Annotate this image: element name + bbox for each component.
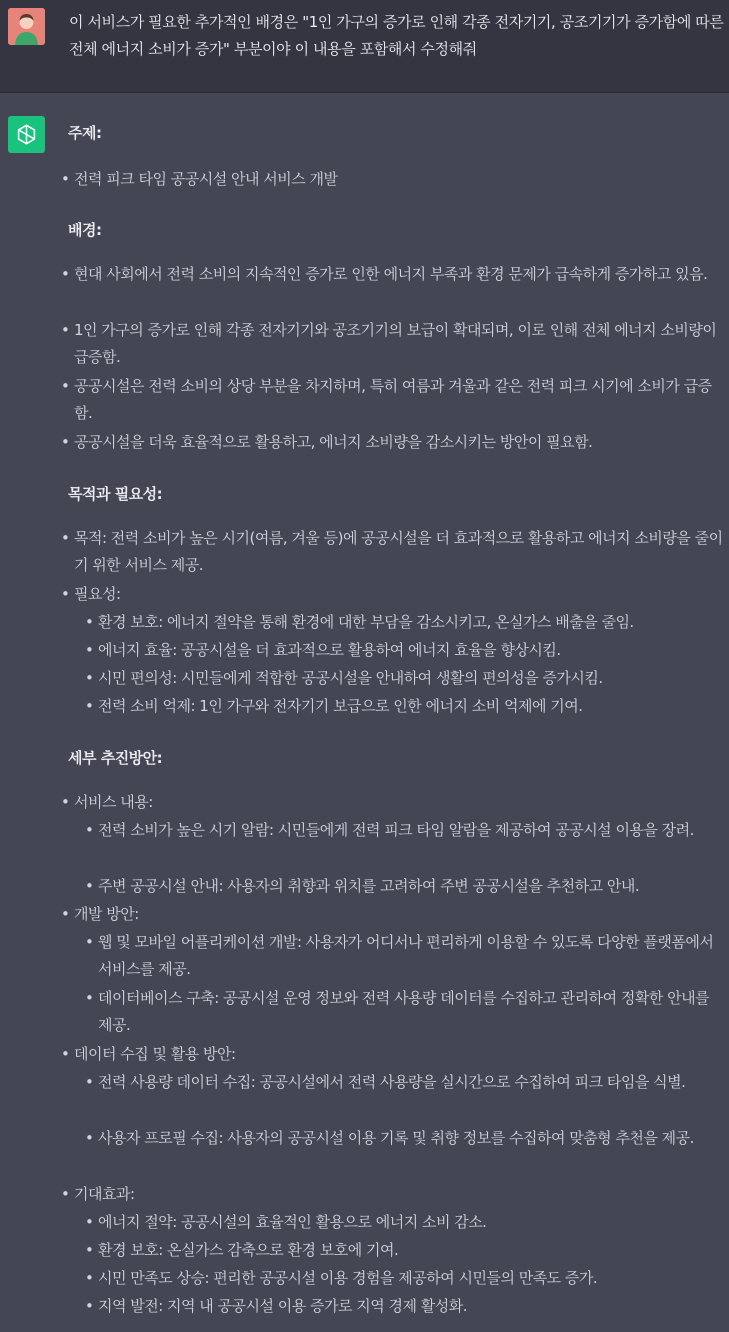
background-item: • 1인 가구의 증가로 인해 각종 전자기기와 공조기기의 보급이 확대되며, 이로 인해 전체 에너지 소비량이 급증함. bbox=[61, 321, 717, 366]
plan-item: • 시민 만족도 상승: 편리한 공공시설 이용 경험을 제공하여 시민들의 만족도 증가. bbox=[85, 1269, 598, 1287]
purpose-item: • 필요성: bbox=[61, 585, 121, 603]
user-message-text: 이 서비스가 필요한 추가적인 배경은 "1인 가구의 증가로 인해 각종 전자기기, 공조기기가 증가함에 따른 전체 에너지 소비가 증가" 부분이야 이 내용을 포함해서 수정해줘 bbox=[69, 13, 724, 58]
plan-item: • 웹 및 모바일 어플리케이션 개발: 사용자가 어디서나 편리하게 이용할 수 있도록 다양한 플랫폼에서 서비스를 제공. bbox=[85, 933, 714, 978]
necessity-item: • 시민 편의성: 시민들에게 적합한 공공시설을 안내하여 생활의 편의성을 증가시킴. bbox=[85, 669, 603, 687]
plan-group-label: • 기대효과: bbox=[61, 1185, 135, 1203]
plan-item: • 주변 공공시설 안내: 사용자의 취향과 위치를 고려하여 주변 공공시설을 추천하고 안내. bbox=[85, 877, 640, 895]
section-title-purpose: 목적과 필요성: bbox=[68, 485, 163, 503]
section-title-background: 배경: bbox=[68, 221, 102, 239]
background-item: • 공공시설을 더욱 효율적으로 활용하고, 에너지 소비량을 감소시키는 방안이 필요함. bbox=[61, 433, 593, 451]
user-avatar-icon bbox=[8, 8, 45, 45]
necessity-item: • 에너지 효율: 공공시설을 더 효과적으로 활용하여 에너지 효율을 향상시킴. bbox=[85, 641, 561, 659]
user-message bbox=[0, 0, 729, 93]
necessity-item: • 환경 보호: 에너지 절약을 통해 환경에 대한 부담을 감소시키고, 온실가스 배출을 줄임. bbox=[85, 613, 634, 631]
necessity-item: • 전력 소비 억제: 1인 가구와 전자기기 보급으로 인한 에너지 소비 억제에 기여. bbox=[85, 697, 583, 715]
plan-item: • 에너지 절약: 공공시설의 효율적인 활용으로 에너지 소비 감소. bbox=[85, 1213, 487, 1231]
plan-item: • 지역 발전: 지역 내 공공시설 이용 증가로 지역 경제 활성화. bbox=[85, 1297, 468, 1315]
plan-group-label: • 개발 방안: bbox=[61, 905, 139, 923]
chatgpt-logo-icon bbox=[8, 116, 45, 153]
section-title-topic: 주제: bbox=[68, 124, 102, 142]
plan-group-label: • 데이터 수집 및 활용 방안: bbox=[61, 1045, 236, 1063]
background-item: • 공공시설은 전력 소비의 상당 부분을 차지하며, 특히 여름과 겨울과 같은 전력 피크 시기에 소비가 급증함. bbox=[61, 377, 712, 422]
topic-item: • 전력 피크 타임 공공시설 안내 서비스 개발 bbox=[61, 170, 338, 188]
plan-item: • 사용자 프로필 수집: 사용자의 공공시설 이용 기록 및 취향 정보를 수집하여 맞춤형 추천을 제공. bbox=[85, 1129, 694, 1147]
purpose-item: • 목적: 전력 소비가 높은 시기(여름, 겨울 등)에 공공시설을 더 효과적으로 활용하고 에너지 소비량을 줄이기 위한 서비스 제공. bbox=[61, 529, 723, 574]
section-title-plan: 세부 추진방안: bbox=[68, 749, 163, 767]
plan-item: • 데이터베이스 구축: 공공시설 운영 정보와 전력 사용량 데이터를 수집하고 관리하여 정확한 안내를 제공. bbox=[85, 989, 710, 1034]
plan-item: • 환경 보호: 온실가스 감축으로 환경 보호에 기여. bbox=[85, 1241, 399, 1259]
background-item: • 현대 사회에서 전력 소비의 지속적인 증가로 인한 에너지 부족과 환경 문제가 급속하게 증가하고 있음. bbox=[61, 265, 708, 283]
plan-item: • 전력 소비가 높은 시기 알람: 시민들에게 전력 피크 타임 알람을 제공하여 공공시설 이용을 장려. bbox=[85, 821, 694, 839]
plan-group-label: • 서비스 내용: bbox=[61, 793, 153, 811]
plan-item: • 전력 사용량 데이터 수집: 공공시설에서 전력 사용량을 실시간으로 수집하여 피크 타임을 식별. bbox=[85, 1073, 686, 1091]
